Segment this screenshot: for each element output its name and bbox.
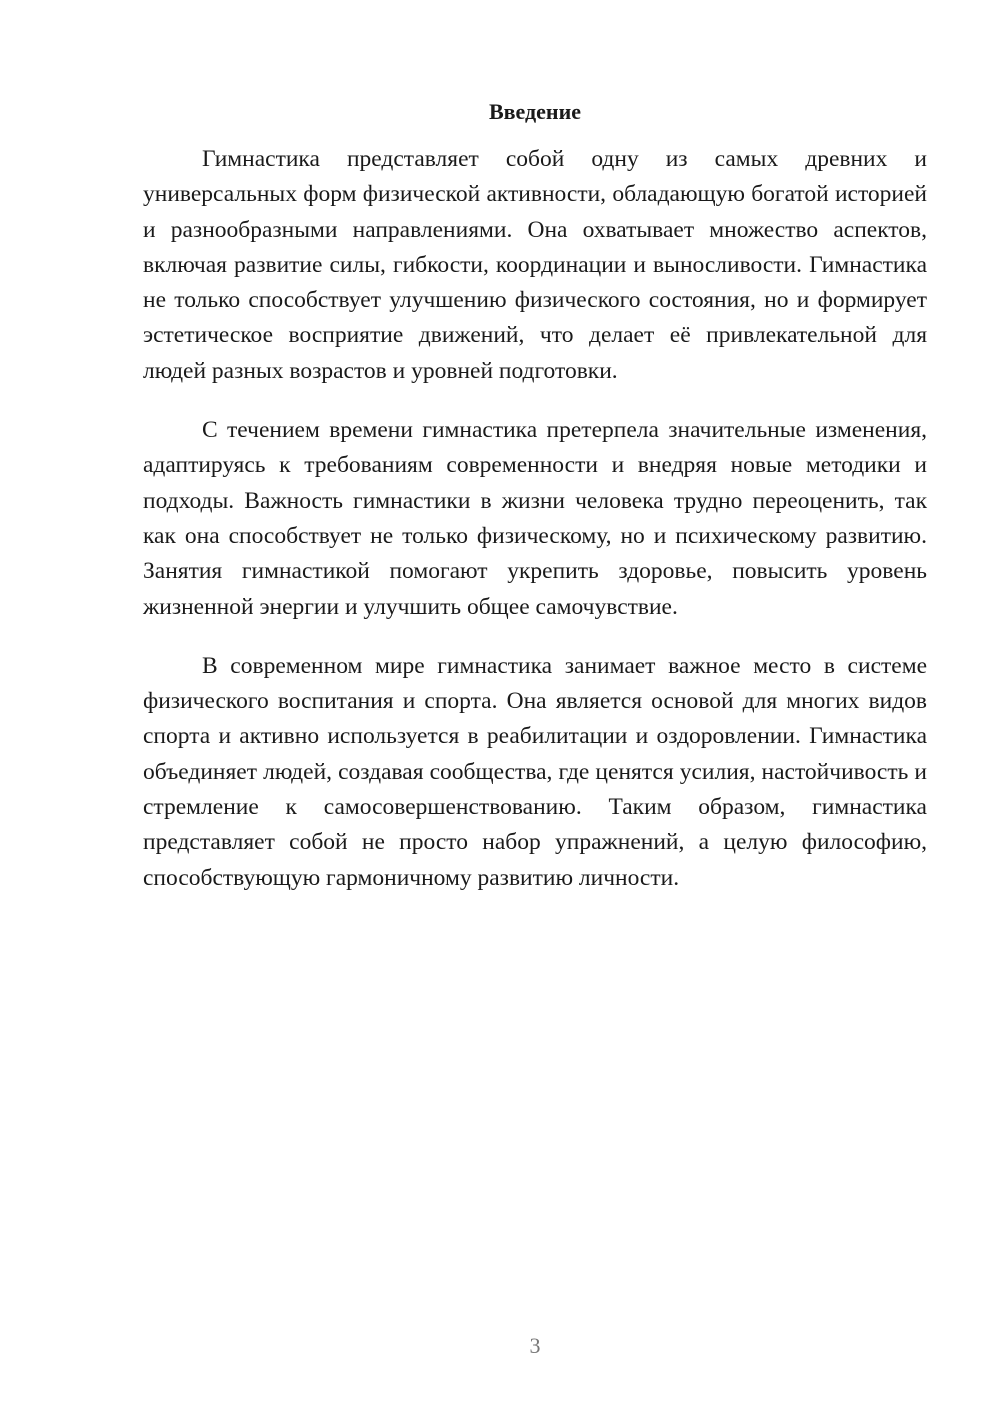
document-body <box>143 142 927 920</box>
page-number: 3 <box>529 1333 541 1358</box>
paragraph-3: В современном мире гимнастика занимает важное место в системе физического воспитания и спорта. Она является основой для многих видов спорта и активно используется в реабилитации и оздоровлении. Гимнастика объединяет людей, создавая сообщества, где ценятся усилия, настойчивость и стремление к самосовершенствованию. Таким образом, гимнастика представляет собой не просто набор упражнений, а целую философию, способствующую гармоничному развитию личности. <box>143 652 927 891</box>
section-title: Введение <box>488 99 582 124</box>
paragraph-1: Гимнастика представляет собой одну из самых древних и универсальных форм физической активности, обладающую богатой историей и разнообразными направлениями. Она охватывает множество аспектов, включая развитие силы, гибкости, координации и выносливости. Гимнастика не только способствует улучшению физического состояния, но и формирует эстетическое восприятие движений, что делает её привлекательной для людей разных возрастов и уровней подготовки. <box>143 146 927 384</box>
paragraph-2: С течением времени гимнастика претерпела значительные изменения, адаптируясь к требованиям современности и внедряя новые методики и подходы. Важность гимнастики в жизни человека трудно переоценить, так как она способствует не только физическому, но и психическому развитию. Занятия гимнастикой помогают укрепить здоровье, повысить уровень жизненной энергии и улучшить общее самочувствие. <box>143 417 927 620</box>
